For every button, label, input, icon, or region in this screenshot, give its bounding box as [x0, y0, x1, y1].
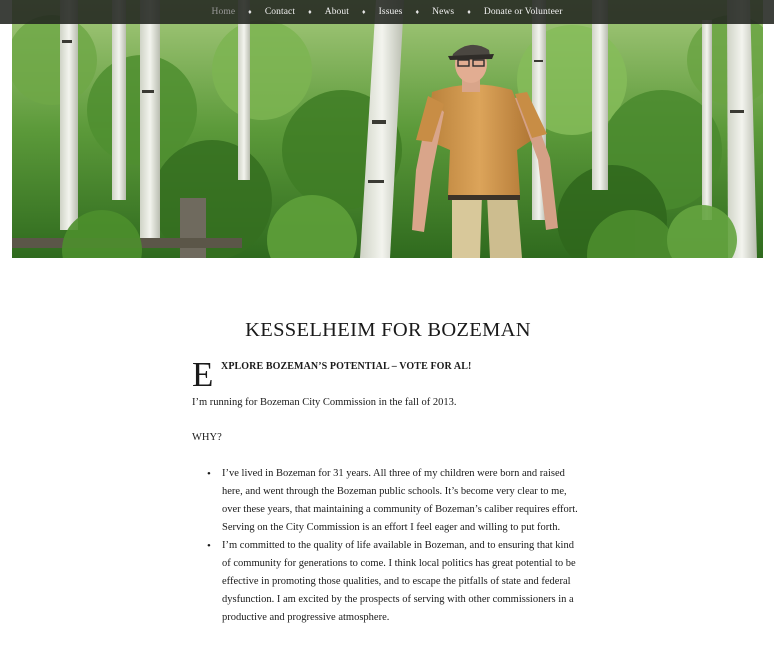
intro-paragraph: I’m running for Bozeman City Commission in the fall of 2013.	[192, 397, 457, 408]
nav-separator-icon: ♦	[415, 8, 420, 16]
nav-separator-icon: ♦	[308, 8, 312, 16]
nav-issues[interactable]: Issues	[378, 7, 403, 17]
reasons-list	[192, 465, 584, 627]
nav-home[interactable]: Home	[211, 7, 236, 17]
headline-dropcap: E	[192, 355, 214, 394]
headline	[192, 355, 584, 394]
nav-separator-icon: ♦	[361, 8, 366, 16]
nav-separator-icon: ♦	[248, 8, 252, 16]
page-title: KESSELHEIM FOR BOZEMAN	[245, 319, 531, 341]
nav-news[interactable]: News	[432, 7, 455, 17]
nav-contact[interactable]: Contact	[264, 7, 296, 17]
list-item: • I’m committed to the quality of life available in Bozeman, and to ensuring that kind of community for generations to come. I think local politics has great potential to be effective in promoting those qualities, and to escape the pitfalls of state and federal dysfunction. I am excited by the prospects of serving with other commissioners in a productive and progressive atmosphere.	[222, 537, 584, 627]
nav-donate-or-volunteer[interactable]: Donate or Volunteer	[483, 7, 563, 17]
list-item: • I’ve lived in Bozeman for 31 years. All three of my children were born and raised here, and went through the Bozeman public schools. It’s become very clear to me, over these years, that maintaining a community of Bozeman’s caliber requires effort. Serving on the City Commission is an effort I feel eager and willing to put forth.	[222, 465, 584, 537]
why-heading: WHY?	[192, 432, 222, 443]
nav-about[interactable]: About	[324, 7, 349, 17]
hero-illustration	[12, 0, 763, 258]
headline-text: XPLORE BOZEMAN’S POTENTIAL – VOTE FOR AL!	[221, 361, 472, 372]
main-content	[192, 312, 584, 627]
nav-separator-icon: ♦	[467, 8, 471, 16]
top-nav	[0, 0, 774, 24]
hero-photo	[12, 0, 763, 258]
